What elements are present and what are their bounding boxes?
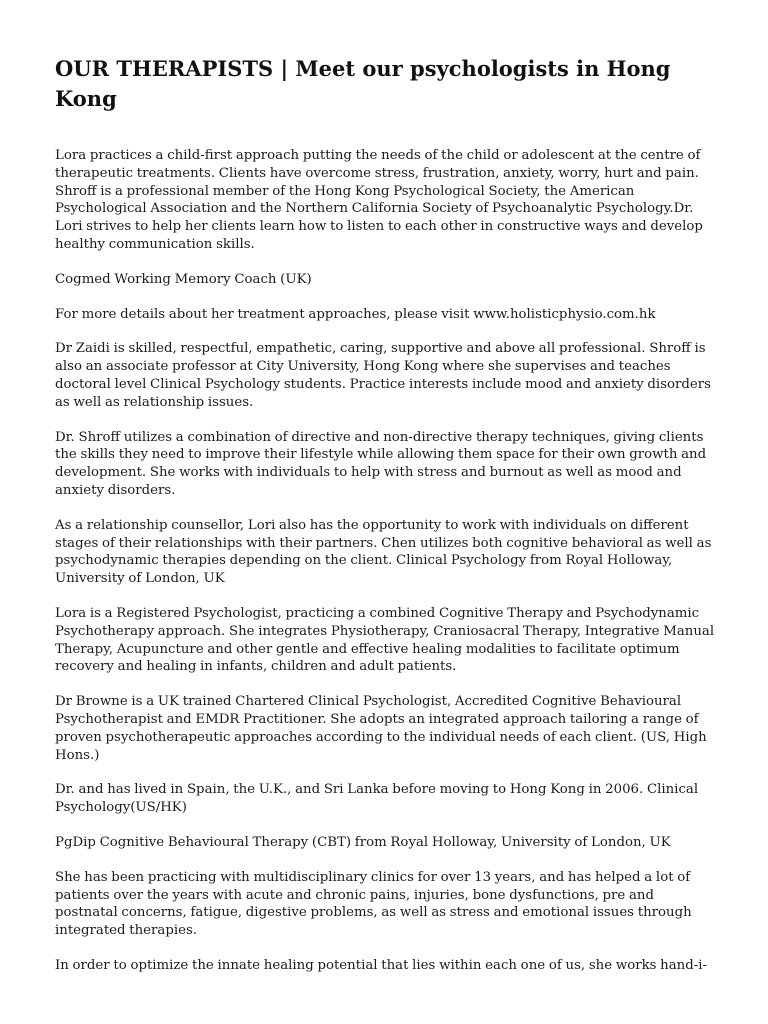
paragraph-relationship-counsellor: As a relationship counsellor, Lori also has the opportunity to work with individuals on different stages of their relationships with their partners. Chen utilizes both cognitive behavioral as well as psychodynamic therapies depending on the client. Clinical Psychology from Royal Holloway, University of London, UK (55, 517, 712, 587)
paragraph-pgdip: PgDip Cognitive Behavioural Therapy (CBT) from Royal Holloway, University of London, UK (55, 834, 671, 850)
paragraph-details-link: For more details about her treatment approaches, please visit www.holisticphysio.com.hk (55, 306, 656, 322)
paragraph-lora-child-first: Lora practices a child-first approach putting the needs of the child or adolescent at the centre of therapeutic treatments. Clients have overcome stress, frustration, anxiety, worry, hurt and pain. Shroff is a professional member of the Hong Kong Psychological Society, the American Psychological Association and the Northern California Society of Psychoanalytic Psychology.Dr. Lori strives to help her clients learn how to listen to each other in constructive ways and develop healthy communication skills. (55, 148, 703, 252)
document-page (55, 54, 717, 992)
paragraph-dr-shroff: Dr. Shroff utilizes a combination of directive and non-directive therapy techniques, giving clients the skills they need to improve their lifestyle while allowing them space for their own growth and development. She works with individuals to help with stress and burnout as well as mood and anxiety disorders. (55, 429, 707, 498)
paragraph-multidisciplinary: She has been practicing with multidisciplinary clinics for over 13 years, and has helped a lot of patients over the years with acute and chronic pains, injuries, bone dysfunctions, pre and postnatal concerns, fatigue, digestive problems, as well as stress and emotional issues through integrated therapies. (55, 869, 692, 939)
page-title: OUR THERAPISTS | Meet our psychologists in Hong Kong (55, 56, 671, 111)
paragraph-dr-zaidi: Dr Zaidi is skilled, respectful, empathetic, caring, supportive and above all professional. Shroff is also an associate professor at City University, Hong Kong where she supervises and teaches doctoral level Clinical Psychology students. Practice interests include mood and anxiety disorders as well as relationship issues. (55, 341, 711, 410)
paragraph-lived-in-spain: Dr. and has lived in Spain, the U.K., and Sri Lanka before moving to Hong Kong in 2006. Clinical Psychology(US/HK) (55, 782, 699, 816)
paragraph-lora-registered: Lora is a Registered Psychologist, practicing a combined Cognitive Therapy and Psychodynamic Psychotherapy approach. She integrates Physiotherapy, Craniosacral Therapy, Integrative Manual Therapy, Acupuncture and other gentle and effective healing modalities to facilitate optimum recovery and healing in infants, children and adult patients. (55, 605, 715, 675)
paragraph-dr-browne: Dr Browne is a UK trained Chartered Clinical Psychologist, Accredited Cognitive Behavioural Psychotherapist and EMDR Practitioner. She adopts an integrated approach tailoring a range of proven psychotherapeutic approaches according to the individual needs of each client. (US, High Hons.) (55, 694, 707, 763)
paragraph-healing-potential: In order to optimize the innate healing potential that lies within each one of us, she works hand-i- (55, 957, 707, 973)
paragraph-cogmed: Cogmed Working Memory Coach (UK) (55, 271, 312, 287)
